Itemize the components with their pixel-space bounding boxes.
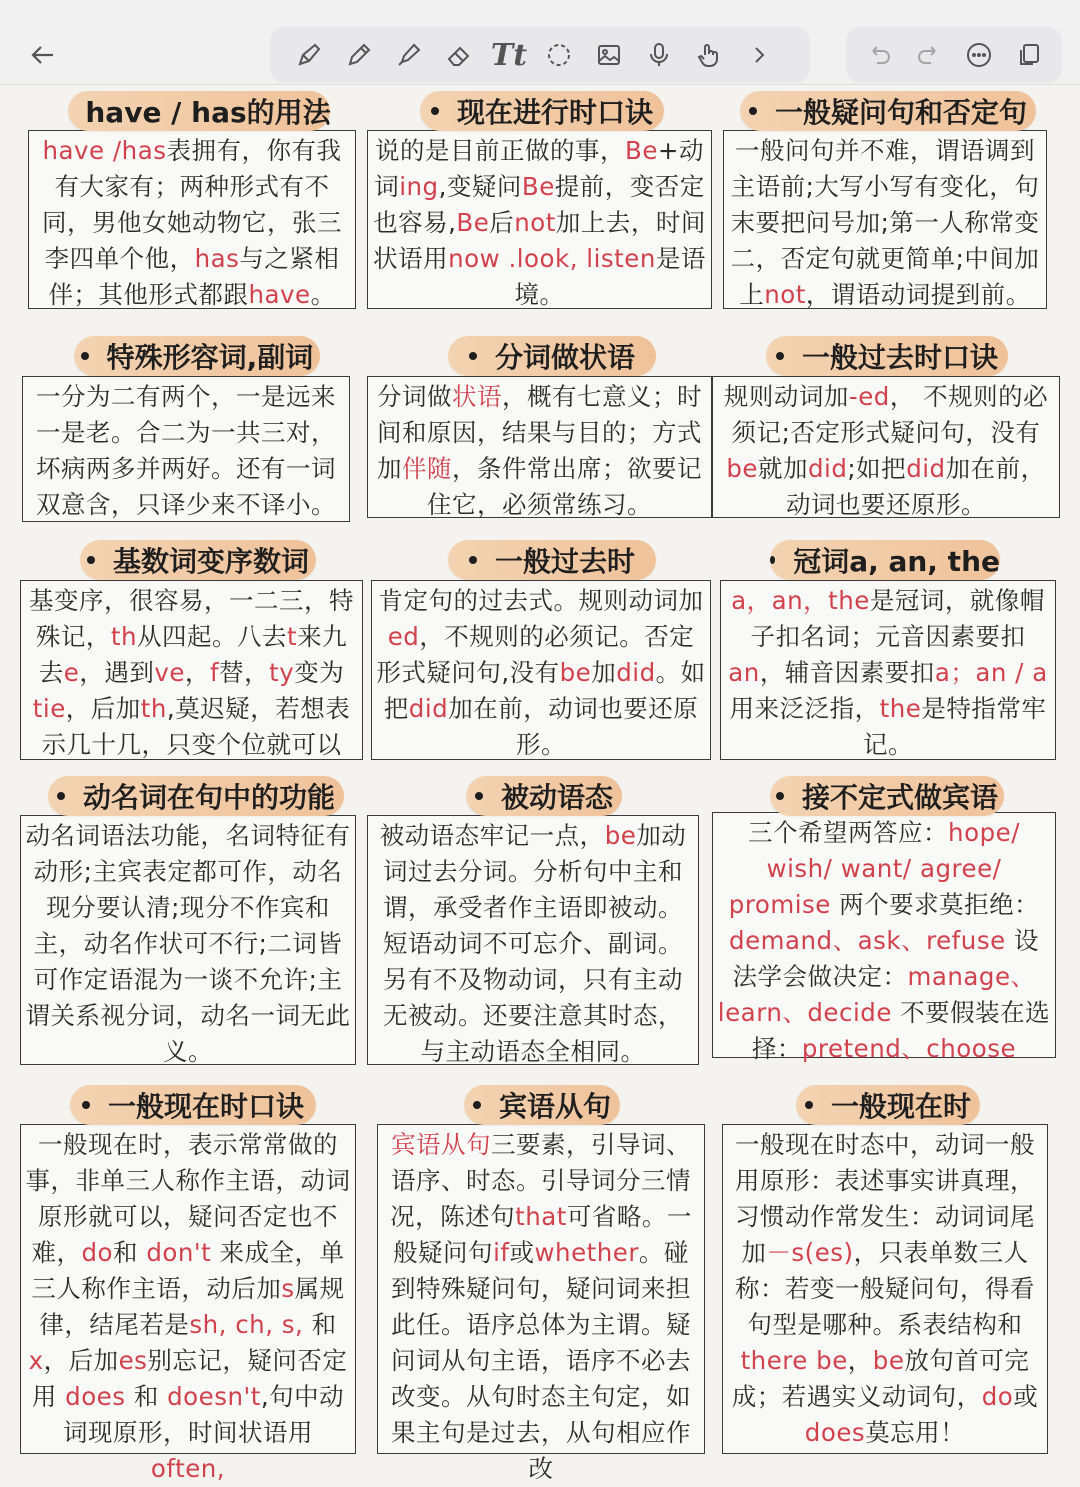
- body-text: 加: [591, 658, 617, 687]
- microphone-icon[interactable]: [634, 27, 684, 83]
- card-title: [74, 336, 320, 376]
- card-title: [464, 1085, 620, 1125]
- pencil-icon[interactable]: [334, 27, 384, 83]
- body-text: 是语境。: [514, 244, 706, 309]
- highlighted-term: if: [493, 1238, 510, 1267]
- body-text: 一般现在时，表示常常做的事，非单三人称作主语，动词原形就可以，疑问否定也不难，: [25, 1130, 351, 1267]
- card-body: [371, 580, 711, 760]
- bullet-dot-icon: [469, 556, 477, 564]
- body-text: 与之紧相伴；其他形式都跟: [48, 244, 340, 309]
- highlighted-term: did: [408, 694, 449, 723]
- image-icon[interactable]: [584, 27, 634, 83]
- highlighted-term: have: [248, 280, 311, 309]
- body-text: ，后加: [43, 1346, 119, 1375]
- card-title: [70, 1085, 316, 1125]
- undo-icon[interactable]: [854, 27, 904, 83]
- body-text: ;如把: [847, 454, 907, 483]
- body-text: 一般现在时态中，动词一般用原形：表述事实讲真理，习惯动作常发生：动词词尾加: [735, 1130, 1035, 1267]
- body-text: ,句中动词现原形，时间状语用: [63, 1382, 345, 1447]
- body-text: 提前，变否定也容易,: [373, 172, 705, 237]
- lasso-icon[interactable]: [534, 27, 584, 83]
- tool-palette: [270, 27, 810, 83]
- bullet-dot-icon: [805, 1101, 813, 1109]
- chevron-right-icon[interactable]: [734, 27, 784, 83]
- highlighted-term: the: [879, 694, 922, 723]
- card-title: [68, 91, 330, 131]
- body-text: 放句首可完成；若遇实义动词句，: [731, 1346, 1030, 1411]
- body-text: ，: [847, 1346, 873, 1375]
- card-title-text: 一般现在时: [830, 1090, 971, 1123]
- body-text: 可省略。一般疑问句: [393, 1202, 692, 1267]
- pen-icon[interactable]: [284, 27, 334, 83]
- card-title: [466, 776, 622, 816]
- body-text: 来九去: [38, 622, 348, 687]
- body-text: 肯定句的过去式。规则动词加: [378, 586, 704, 615]
- highlighted-term: Be: [456, 208, 490, 237]
- body-text: 说的是目前正做的事，: [375, 136, 626, 165]
- highlighted-term: a；an / a: [934, 658, 1048, 687]
- highlighted-term: not: [514, 208, 556, 237]
- body-text: 和: [303, 1310, 337, 1339]
- card-title-text: have / has的用法: [85, 96, 331, 129]
- bullet-dot-icon: [776, 352, 784, 360]
- right-tools: [846, 27, 1062, 83]
- body-text: 设法学会做决定：: [732, 926, 1039, 991]
- body-text: 被动语态牢记一点，: [379, 821, 605, 850]
- toolbar: [0, 0, 1080, 85]
- card-title-text: 现在进行时口诀: [456, 96, 653, 129]
- body-text: +动词: [374, 136, 704, 201]
- card-body: [712, 376, 1060, 518]
- card-body: [28, 130, 356, 309]
- card-body: [722, 1124, 1048, 1454]
- body-text: ，谓语动词提到前。: [805, 280, 1031, 309]
- card-title: [448, 336, 656, 376]
- highlighted-term: demand、ask、refuse: [729, 926, 1006, 955]
- arrow-left-icon[interactable]: [18, 32, 68, 78]
- bullet-dot-icon: [473, 1101, 481, 1109]
- highlighted-term: s: [281, 1274, 295, 1303]
- highlighted-term: f: [209, 658, 220, 687]
- highlighted-term: sh, ch, s,: [189, 1310, 304, 1339]
- highlighted-term: not: [764, 280, 806, 309]
- card-title: [770, 776, 1004, 816]
- body-text: 动名词语法功能，名词特征有动形;主宾表定都可作，动名现分要认清;现分不作宾和主，动名作状可不行;二词皆可作定语混为一谈不允许;主谓关系视分词，动名一词无此义。: [25, 821, 351, 1066]
- highlighted-term: be: [872, 1346, 905, 1375]
- card-title: [448, 540, 656, 580]
- body-text: ， 不规则的必须记;否定形式疑问句，没有: [731, 382, 1049, 447]
- card-body: [367, 130, 712, 309]
- highlighted-term: has: [194, 244, 240, 273]
- card-title-text: 一般过去时: [494, 545, 635, 578]
- card-title-text: 分词做状语: [494, 341, 635, 374]
- highlighted-term: Be: [625, 136, 658, 165]
- body-text: 是特指常牢记。: [863, 694, 1047, 759]
- highlighted-term: -ed: [848, 382, 890, 411]
- body-text: 一分为二有两个，一是远来一是老。合二为一共三对，坏病两多并两好。还有一词双意含，只译少来不译小。: [36, 382, 336, 519]
- card-title: [48, 776, 344, 816]
- highlighted-term: ty: [269, 658, 295, 687]
- highlighted-term: do: [981, 1382, 1014, 1411]
- body-text: 加动词过去分词。分析句中主和谓，承受者作主语即被动。短语动词不可忘介、副词。另有不及物动词，只有主动无被动。还要注意其时态，与主动语态全相同。: [383, 821, 687, 1066]
- highlighted-term: whether: [534, 1238, 639, 1267]
- body-text: 莫忘用！: [865, 1418, 966, 1447]
- body-text: 。如把: [383, 658, 706, 723]
- highlighted-term: did: [808, 454, 848, 483]
- highlighted-term: a，an，the: [731, 586, 870, 615]
- body-text: 。碰到特殊疑问句，疑问词来担此任。语序总体为主谓。疑问词从句主语，语序不必去改变。从句时态主句定，如果主句是过去，从句相应作改: [391, 1238, 691, 1483]
- highlighted-term: doesn't: [167, 1382, 261, 1411]
- body-text: 或: [509, 1238, 535, 1267]
- highlighted-term: often,: [150, 1454, 226, 1483]
- highlighted-term: now .look, listen: [448, 244, 656, 273]
- highlighted-term: have /has: [42, 136, 167, 165]
- highlighted-term: did: [616, 658, 656, 687]
- bullet-dot-icon: [475, 792, 483, 800]
- bullet-dot-icon: [749, 107, 757, 115]
- highlighted-term: es: [118, 1346, 148, 1375]
- highlighted-term: did: [906, 454, 946, 483]
- highlighted-term: ing: [399, 172, 439, 201]
- highlighted-term: an: [728, 658, 760, 687]
- card-title-text: 被动语态: [500, 781, 613, 814]
- redo-icon[interactable]: [904, 27, 954, 83]
- bullet-dot-icon: [770, 556, 775, 564]
- highlighted-term: hope/ wish/ want/ agree/ promise: [728, 818, 1020, 919]
- body-text: ，条件常出席；欲要记住它，必须常练习。: [427, 454, 702, 519]
- body-text: ,变疑问: [438, 172, 522, 201]
- card-body: [377, 1124, 705, 1483]
- highlighter-icon[interactable]: [384, 27, 434, 83]
- body-text: ，遇到: [79, 658, 155, 687]
- card-title-text: 宾语从句: [498, 1090, 611, 1123]
- card-title: [766, 336, 1008, 376]
- body-text: 分词做: [377, 382, 452, 411]
- body-text: ，: [184, 658, 210, 687]
- highlighted-term: don't: [146, 1238, 212, 1267]
- body-text: 加上去，时间状语用: [373, 208, 706, 273]
- highlighted-term: be: [559, 658, 592, 687]
- card-title: [80, 540, 316, 580]
- eraser-icon[interactable]: [434, 27, 484, 83]
- card-body: [367, 376, 712, 518]
- highlighted-term: －s(es): [766, 1238, 854, 1267]
- highlighted-term: manage、learn、decide: [717, 962, 1036, 1027]
- card-title-text: 特殊形容词,副词: [106, 341, 314, 374]
- body-text: 别忘记，疑问否定用: [31, 1346, 348, 1411]
- body-text: 表拥有，你有我有大家有；两种形式有不同，男他女她动物它，张三李四单个他，: [42, 136, 342, 273]
- bullet-dot-icon: [82, 1101, 90, 1109]
- body-text: 三个希望两答应：: [748, 818, 949, 847]
- bullet-dot-icon: [81, 352, 89, 360]
- pages-icon[interactable]: [1004, 27, 1054, 83]
- card-body: [20, 1124, 356, 1483]
- body-text: 加在前，动词也要还原形。: [448, 694, 699, 759]
- body-text: 从四起。八去: [137, 622, 288, 651]
- body-text: ,莫迟疑，若想表示几十几，只变个位就可以: [41, 694, 351, 759]
- card-body: [367, 815, 699, 1065]
- bullet-dot-icon: [57, 792, 65, 800]
- body-text: 三要素，引导词、语序、时态。引导词分三情况，陈述句: [390, 1130, 691, 1231]
- body-text: 替，: [219, 658, 270, 687]
- card-body: [720, 580, 1056, 760]
- card-title: [796, 1085, 980, 1125]
- body-text: 规则动词加: [723, 382, 849, 411]
- body-text: 一般问句并不难，谓语调到主语前;大写小写有变化，句末要把问号加;第一人称常变二，否定句就更简单;中间加上: [730, 136, 1040, 309]
- highlighted-term: e: [63, 658, 80, 687]
- body-text: 后: [489, 208, 515, 237]
- highlighted-term: Be: [521, 172, 555, 201]
- highlighted-term: th: [110, 622, 138, 651]
- highlighted-term: ed: [387, 622, 420, 651]
- highlighted-term: there be: [740, 1346, 848, 1375]
- bullet-dot-icon: [87, 556, 95, 564]
- more-icon[interactable]: [954, 27, 1004, 83]
- bullet-dot-icon: [431, 107, 439, 115]
- highlighted-term: th: [140, 694, 167, 723]
- highlighted-term: 状语: [452, 382, 502, 411]
- hand-touch-icon[interactable]: [684, 27, 734, 83]
- body-text: 和: [113, 1238, 147, 1267]
- body-text: ，后加: [65, 694, 141, 723]
- body-text: ，只表单数三人称：若变一般疑问句，得看句型是哪种。系表结构和: [735, 1238, 1035, 1339]
- highlighted-term: t: [287, 622, 298, 651]
- body-text: 属规律，结尾若是: [39, 1274, 345, 1339]
- card-body: [712, 812, 1056, 1063]
- body-text: 就加: [758, 454, 808, 483]
- body-text: 基变序，很容易，一二三，特殊记，: [29, 586, 354, 651]
- card-title-text: 一般过去时口诀: [801, 341, 998, 374]
- body-text: ，辅音因素要扣: [759, 658, 935, 687]
- body-text: 来成全，单三人称作主语，动后加: [31, 1238, 345, 1303]
- card-title-text: 冠词a, an, the: [793, 545, 1000, 578]
- body-text: 不要假装在选择：: [751, 998, 1051, 1063]
- body-text: 。: [310, 280, 336, 309]
- body-text: 或: [1013, 1382, 1039, 1411]
- highlighted-term: that: [515, 1202, 567, 1231]
- body-text: 两个要求莫拒绝：: [830, 890, 1040, 919]
- highlighted-term: x: [28, 1346, 44, 1375]
- body-text: ，概有七意义；时间和原因，结果与目的；方式加: [377, 382, 702, 483]
- body-text: ，不规则的必须记。否定形式疑问句,没有: [376, 622, 695, 687]
- highlighted-term: ve: [154, 658, 185, 687]
- card-body: [22, 376, 350, 522]
- bullet-dot-icon: [469, 352, 477, 360]
- card-title-text: 一般现在时口诀: [107, 1090, 304, 1123]
- text-tool-icon[interactable]: [484, 27, 534, 83]
- card-body: [20, 815, 356, 1065]
- card-title-text: 接不定式做宾语: [801, 781, 998, 814]
- highlighted-term: be: [604, 821, 637, 850]
- bullet-dot-icon: [776, 792, 784, 800]
- highlighted-term: 伴随: [402, 454, 452, 483]
- highlighted-term: does: [65, 1382, 126, 1411]
- card-body: [723, 130, 1047, 309]
- body-text: 是冠词，就像帽子扣名词；元音因素要扣: [750, 586, 1045, 651]
- card-title: [420, 91, 664, 131]
- card-title-text: 一般疑问句和否定句: [774, 96, 1027, 129]
- card-title-text: 动名词在句中的功能: [82, 781, 335, 814]
- card-body: [20, 580, 363, 760]
- body-text: 变为: [294, 658, 345, 687]
- highlighted-term: do: [81, 1238, 114, 1267]
- body-text: 和: [125, 1382, 168, 1411]
- highlighted-term: does: [804, 1418, 866, 1447]
- card-title: [740, 91, 1036, 131]
- body-text: 加在前，动词也要还原形。: [786, 454, 1046, 519]
- card-title: [770, 540, 1000, 580]
- highlighted-term: tie: [32, 694, 66, 723]
- text-tool-label: Tt: [490, 37, 528, 73]
- highlighted-term: be: [726, 454, 758, 483]
- highlighted-term: pretend、choose: [801, 1034, 1017, 1063]
- card-title-text: 基数词变序数词: [112, 545, 309, 578]
- highlighted-term: 宾语从句: [391, 1130, 491, 1159]
- body-text: 用来泛泛指，: [729, 694, 880, 723]
